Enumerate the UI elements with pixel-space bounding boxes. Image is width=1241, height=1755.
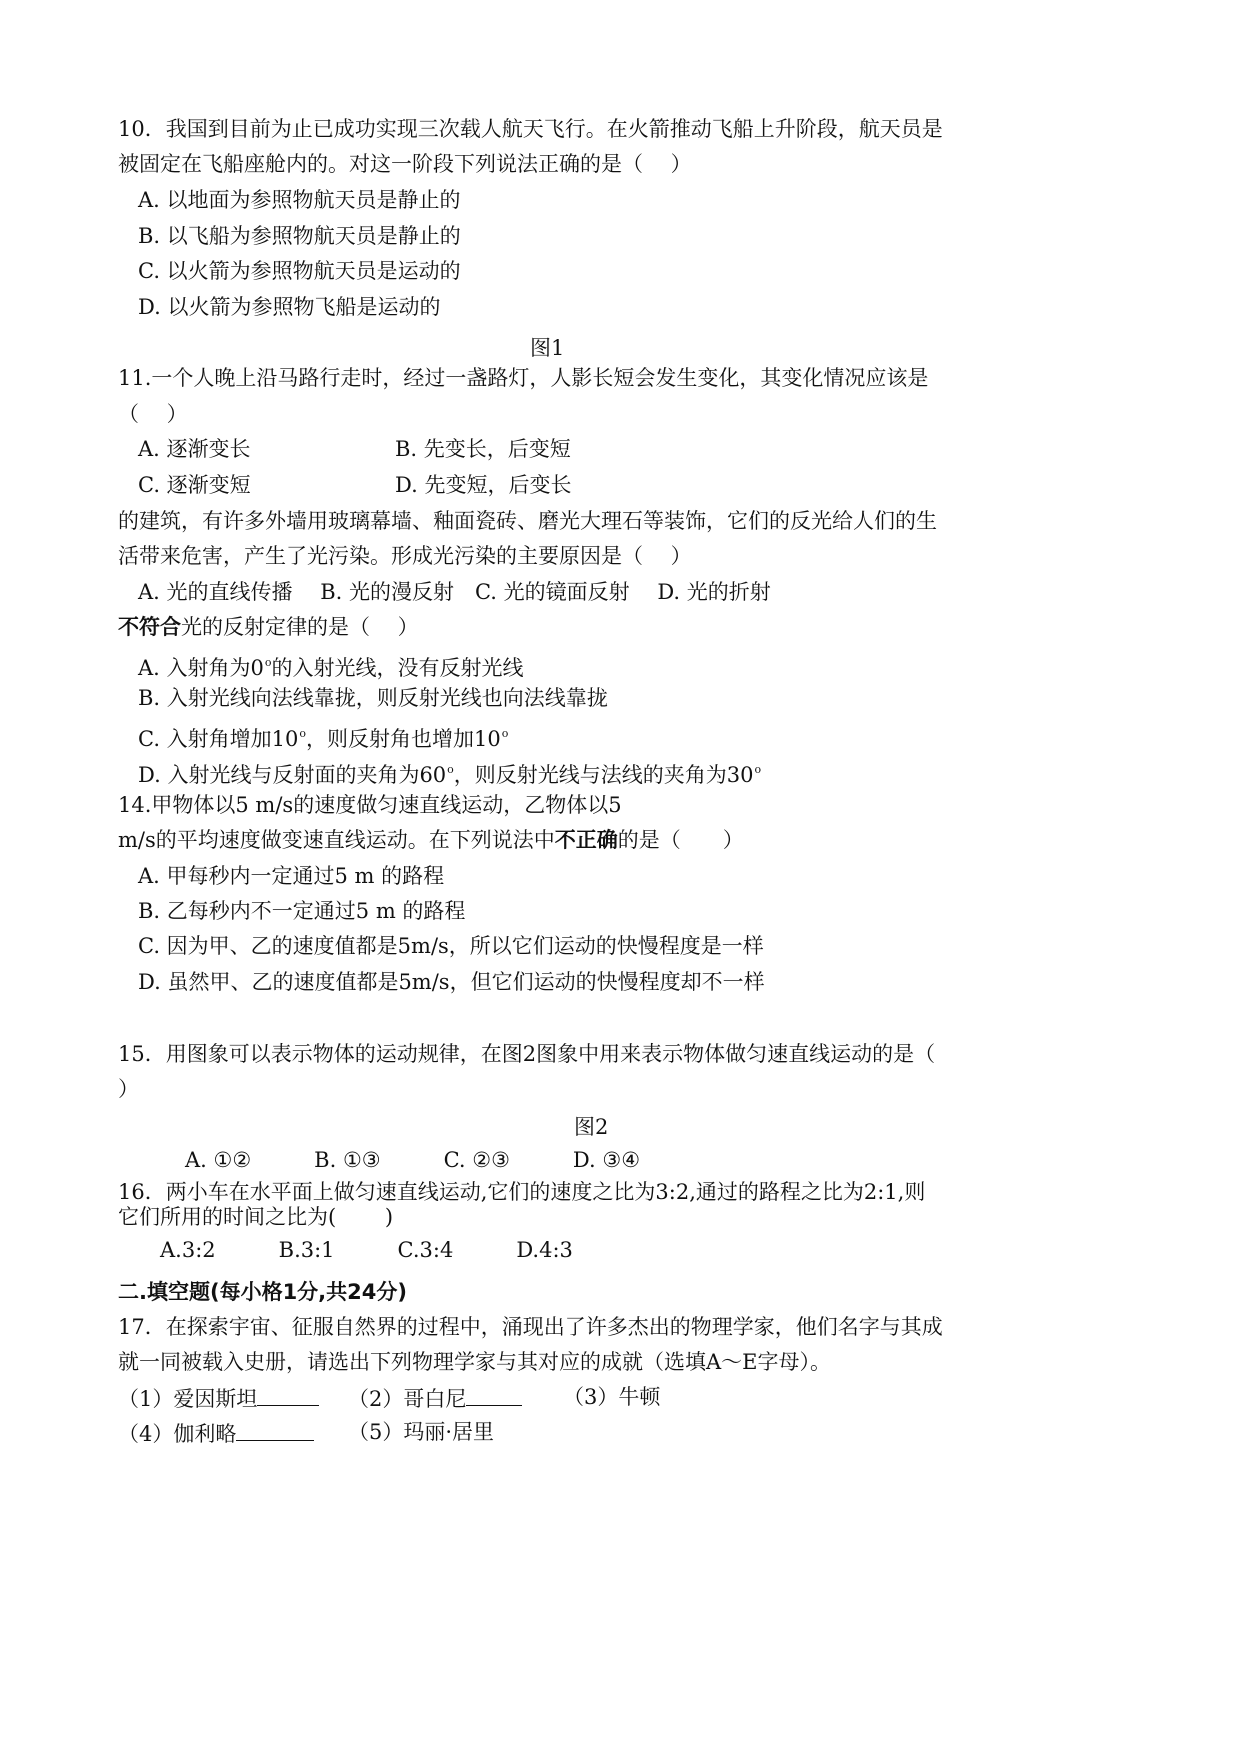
q17-item-3: （3）牛顿: [563, 1385, 661, 1409]
q17-stem-line1: 17．在探索宇宙、征服自然界的过程中，涌现出了许多杰出的物理学家，他们名字与其成: [118, 1315, 943, 1339]
q12-options: A. 光的直线传播 B. 光的漫反射 C. 光的镜面反射 D. 光的折射: [138, 580, 771, 604]
figure-1-caption: 图1: [530, 336, 565, 360]
q13-emphasis: 不符合: [118, 615, 181, 639]
q10-option-a: A. 以地面为参照物航天员是静止的: [138, 188, 461, 212]
q17-blank-1[interactable]: [257, 1383, 319, 1406]
q17-item-1: （1）爱因斯坦: [118, 1383, 319, 1413]
q14-option-d: D. 虽然甲、乙的速度值都是5m/s，但它们运动的快慢程度却不一样: [138, 970, 765, 994]
q13-option-b: B. 入射光线向法线靠拢，则反射光线也向法线靠拢: [138, 686, 608, 710]
q14-option-a: A. 甲每秒内一定通过5 m 的路程: [138, 864, 445, 888]
q14-stem-line1: 14.甲物体以5 m/s的速度做匀速直线运动，乙物体以5: [118, 793, 622, 817]
q16-stem-line1: 16．两小车在水平面上做匀速直线运动,它们的速度之比为3:2,通过的路程之比为2:1,则: [118, 1180, 926, 1204]
q11-option-a: A. 逐渐变长: [138, 437, 251, 461]
q10-option-c: C. 以火箭为参照物航天员是运动的: [138, 259, 461, 283]
q14-option-c: C. 因为甲、乙的速度值都是5m/s，所以它们运动的快慢程度是一样: [138, 934, 764, 958]
q17-stem-line2: 就一同被载入史册，请选出下列物理学家与其对应的成就（选填A～E字母）。: [118, 1350, 831, 1374]
q16-stem-line2: 它们所用的时间之比为( ): [118, 1205, 394, 1229]
q10-option-b: B. 以飞船为参照物航天员是静止的: [138, 224, 461, 248]
q17-blank-4[interactable]: [236, 1418, 314, 1441]
q17-blank-2[interactable]: [466, 1383, 522, 1406]
q11-option-c: C. 逐渐变短: [138, 473, 251, 497]
q13-stem: [118, 613, 419, 641]
q17-item-5: （5）玛丽·居里: [348, 1420, 495, 1444]
section-2-heading: 二.填空题(每小格1分,共24分): [118, 1280, 407, 1304]
q10-stem-line2: 被固定在飞船座舱内的。对这一阶段下列说法正确的是（ ）: [118, 152, 692, 176]
q15-stem-line1: 15．用图象可以表示物体的运动规律，在图2图象中用来表示物体做匀速直线运动的是（: [118, 1042, 936, 1066]
q13-option-d: D. 入射光线与反射面的夹角为60$^o$，则反射光线与法线的夹角为30$^o$: [138, 763, 762, 787]
q14-option-b: B. 乙每秒内不一定通过5 m 的路程: [138, 899, 466, 923]
q12-stem-line1: 的建筑，有许多外墙用玻璃幕墙、釉面瓷砖、磨光大理石等装饰，它们的反光给人们的生: [118, 509, 937, 533]
q12-stem-line2: 活带来危害，产生了光污染。形成光污染的主要原因是（ ）: [118, 544, 692, 568]
q11-stem-line2: （ ）: [118, 402, 188, 426]
q13-option-c: C. 入射角增加10$^o$，则反射角也增加10$^o$: [138, 727, 509, 751]
q10-option-d: D. 以火箭为参照物飞船是运动的: [138, 295, 441, 319]
q13-option-a: A. 入射角为0$^o$的入射光线，没有反射光线: [138, 656, 524, 680]
q14-stem-line2: m/s的平均速度做变速直线运动。在下列说法中不正确的是（ ）: [118, 828, 744, 852]
q14-emphasis: 不正确: [554, 828, 618, 852]
q15-stem-line2: ）: [118, 1077, 139, 1101]
q11-option-d: D. 先变短，后变长: [395, 473, 572, 497]
q11-stem-line1: 11.一个人晚上沿马路行走时，经过一盏路灯，人影长短会发生变化，其变化情况应该是: [118, 366, 929, 390]
q17-item-4: （4）伽利略: [118, 1418, 314, 1448]
q11-option-b: B. 先变长，后变短: [395, 437, 571, 461]
q10-stem-line1: 10．我国到目前为止已成功实现三次载人航天飞行。在火箭推动飞船上升阶段，航天员是: [118, 117, 943, 141]
q13-stem-rest: 光的反射定律的是（ ）: [181, 615, 419, 639]
q17-item-2: （2）哥白尼: [348, 1383, 522, 1413]
q16-options: A.3:2 B.3:1 C.3:4 D.4:3: [160, 1238, 573, 1262]
q15-options: A. ①② B. ①③ C. ②③ D. ③④: [185, 1148, 641, 1172]
figure-2-caption: 图2: [574, 1115, 609, 1139]
